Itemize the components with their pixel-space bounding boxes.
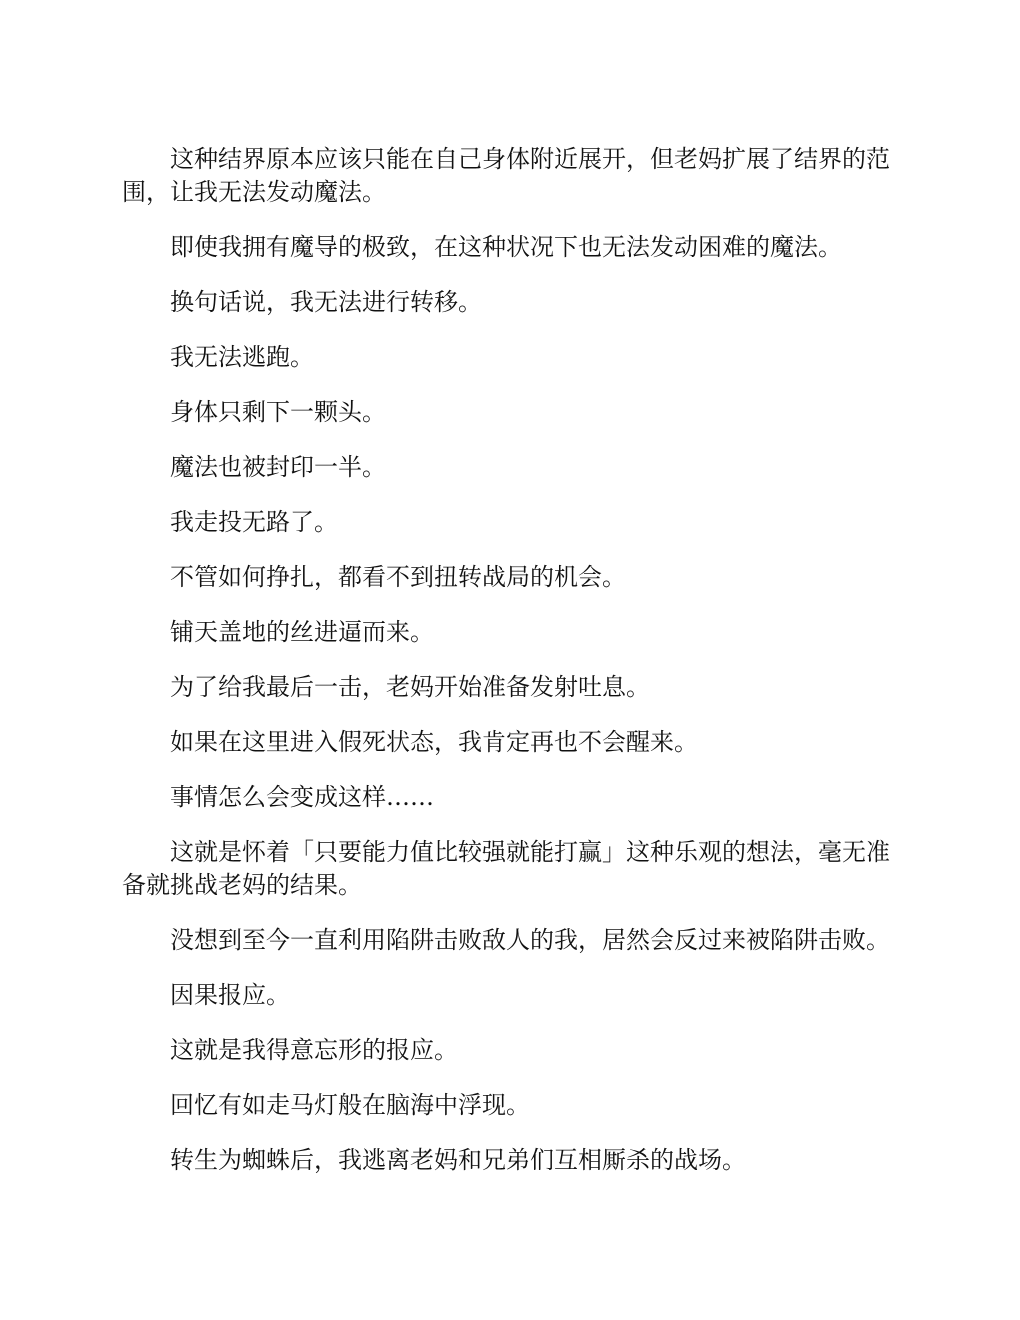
paragraph: 铺天盖地的丝进逼而来。: [170, 618, 434, 646]
paragraph: 不管如何挣扎，都看不到扭转战局的机会。: [170, 563, 626, 591]
paragraph: 我走投无路了。: [170, 508, 338, 536]
paragraph: 这就是怀着「只要能力值比较强就能打赢」这种乐观的想法，毫无准备就挑战老妈的结果。: [122, 838, 890, 899]
paragraph: 我无法逃跑。: [170, 343, 314, 371]
paragraph: 因果报应。: [170, 981, 290, 1009]
paragraph: 换句话说，我无法进行转移。: [170, 288, 482, 316]
paragraph: 事情怎么会变成这样……: [170, 783, 434, 811]
paragraph: 转生为蜘蛛后，我逃离老妈和兄弟们互相厮杀的战场。: [170, 1146, 746, 1174]
paragraph: 如果在这里进入假死状态，我肯定再也不会醒来。: [170, 728, 698, 756]
paragraph: 魔法也被封印一半。: [170, 453, 386, 481]
paragraph: 没想到至今一直利用陷阱击败敌人的我，居然会反过来被陷阱击败。: [170, 926, 890, 954]
paragraph: 这种结界原本应该只能在自己身体附近展开，但老妈扩展了结界的范围，让我无法发动魔法。: [122, 145, 890, 206]
paragraph: 身体只剩下一颗头。: [170, 398, 386, 426]
document-page: [122, 143, 898, 1199]
paragraph: 这就是我得意忘形的报应。: [170, 1036, 458, 1064]
paragraph: 即使我拥有魔导的极致，在这种状况下也无法发动困难的魔法。: [170, 233, 842, 261]
paragraph: 回忆有如走马灯般在脑海中浮现。: [170, 1091, 530, 1119]
paragraph: 为了给我最后一击，老妈开始准备发射吐息。: [170, 673, 650, 701]
